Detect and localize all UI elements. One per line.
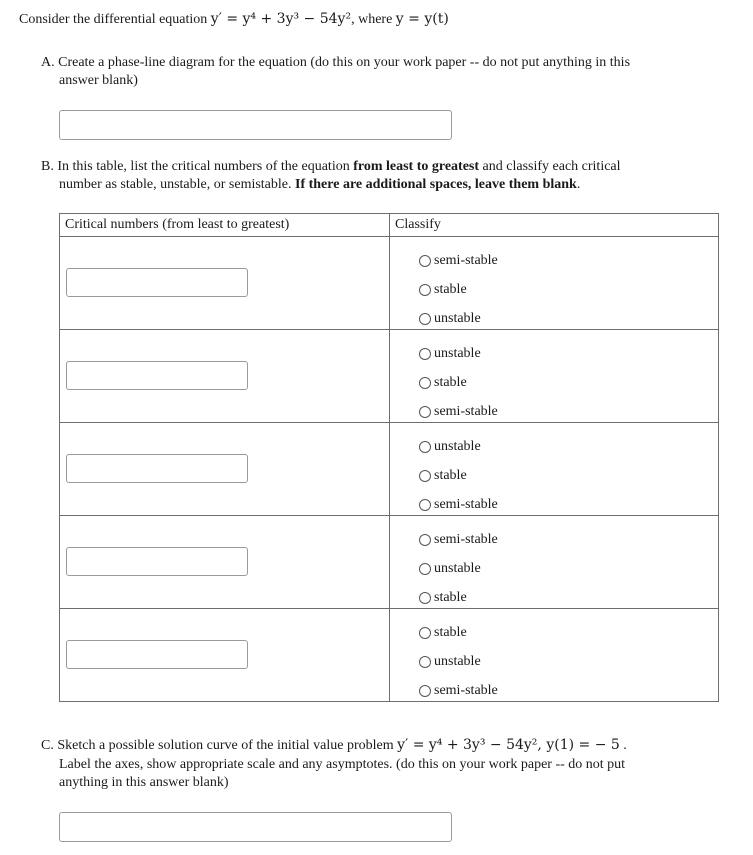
classify-option-stable[interactable] [419,589,467,607]
part-b-line1-a: B. In this table, list the critical numbers of the equation [41,159,354,174]
radio-label: semi-stable [434,683,498,698]
radio-label: stable [434,282,467,297]
intro-relation: y = y(t) [395,11,449,27]
part-a-answer-input[interactable] [59,110,452,140]
part-b-line1 [41,159,621,175]
critical-number-cell [60,516,390,609]
part-c-equation: y′ = y⁴ + 3y³ − 54y², y(1) = − 5 [397,737,620,753]
radio-label: semi-stable [434,404,498,419]
radio-label: semi-stable [434,532,498,547]
critical-number-input[interactable] [66,547,248,576]
header-classify: Classify [390,214,719,237]
table-header-row [60,214,719,237]
critical-number-input[interactable] [66,454,248,483]
classify-cell [390,237,719,330]
classify-option-stable[interactable] [419,281,467,299]
classify-cell [390,609,719,702]
radio-button[interactable] [419,348,431,360]
classify-option-unstable[interactable] [419,438,481,456]
table-row [60,516,719,609]
radio-button[interactable] [419,441,431,453]
classify-option-semi-stable[interactable] [419,531,498,549]
part-b-line1-b: and classify each critical [479,159,621,174]
classify-option-stable[interactable] [419,467,467,485]
radio-button[interactable] [419,627,431,639]
part-b-line2 [59,177,580,193]
intro-line [19,11,449,28]
part-b-line2-bold: If there are additional spaces, leave them blank [295,177,577,192]
radio-button[interactable] [419,284,431,296]
critical-number-cell [60,237,390,330]
critical-number-cell [60,423,390,516]
part-c-line2: Label the axes, show appropriate scale and any asymptotes. (do this on your work paper -- do not put [59,757,626,772]
radio-button[interactable] [419,563,431,575]
radio-button[interactable] [419,534,431,546]
header-critical-numbers: Critical numbers (from least to greatest) [60,214,390,237]
part-c-line1 [41,737,627,754]
radio-label: unstable [434,561,481,576]
part-b-line2-b: . [576,177,581,192]
radio-label: stable [434,590,467,605]
classify-cell [390,423,719,516]
radio-label: stable [434,468,467,483]
critical-number-input[interactable] [66,640,248,669]
radio-label: unstable [434,654,481,669]
radio-button[interactable] [419,592,431,604]
critical-number-cell [60,609,390,702]
radio-label: semi-stable [434,497,498,512]
part-c-line1-text: C. Sketch a possible solution curve of the initial value problem [41,738,394,753]
radio-button[interactable] [419,499,431,511]
part-c-line1-end: . [623,738,627,753]
critical-number-input[interactable] [66,268,248,297]
radio-button[interactable] [419,255,431,267]
radio-label: stable [434,375,467,390]
classify-option-semi-stable[interactable] [419,496,498,514]
critical-numbers-table [59,213,719,702]
classify-option-unstable[interactable] [419,310,481,328]
classify-option-stable[interactable] [419,624,467,642]
table-row [60,330,719,423]
radio-label: unstable [434,311,481,326]
radio-button[interactable] [419,470,431,482]
classify-cell [390,516,719,609]
classify-cell [390,330,719,423]
radio-button[interactable] [419,656,431,668]
classify-option-unstable[interactable] [419,345,481,363]
part-b-line2-a: number as stable, unstable, or semistable. [59,177,295,192]
radio-button[interactable] [419,377,431,389]
table-row [60,609,719,702]
part-a-line2: answer blank) [59,73,138,88]
classify-option-semi-stable[interactable] [419,252,498,270]
radio-label: unstable [434,439,481,454]
classify-option-unstable[interactable] [419,560,481,578]
radio-button[interactable] [419,406,431,418]
table-row [60,423,719,516]
critical-number-input[interactable] [66,361,248,390]
classify-option-semi-stable[interactable] [419,682,498,700]
part-c-line3: anything in this answer blank) [59,775,229,790]
intro-tail: , where [351,12,393,27]
radio-button[interactable] [419,685,431,697]
intro-text: Consider the differential equation [19,12,208,27]
radio-button[interactable] [419,313,431,325]
part-c-answer-input[interactable] [59,812,452,842]
radio-label: stable [434,625,467,640]
part-b-line1-bold: from least to greatest [353,159,480,174]
critical-number-cell [60,330,390,423]
radio-label: semi-stable [434,253,498,268]
classify-option-stable[interactable] [419,374,467,392]
classify-option-semi-stable[interactable] [419,403,498,421]
classify-option-unstable[interactable] [419,653,481,671]
part-a-line1: A. Create a phase-line diagram for the equation (do this on your work paper -- do not put anything in this [41,55,631,70]
intro-equation: y′ = y⁴ + 3y³ − 54y² [210,11,352,27]
table-row [60,237,719,330]
radio-label: unstable [434,346,481,361]
